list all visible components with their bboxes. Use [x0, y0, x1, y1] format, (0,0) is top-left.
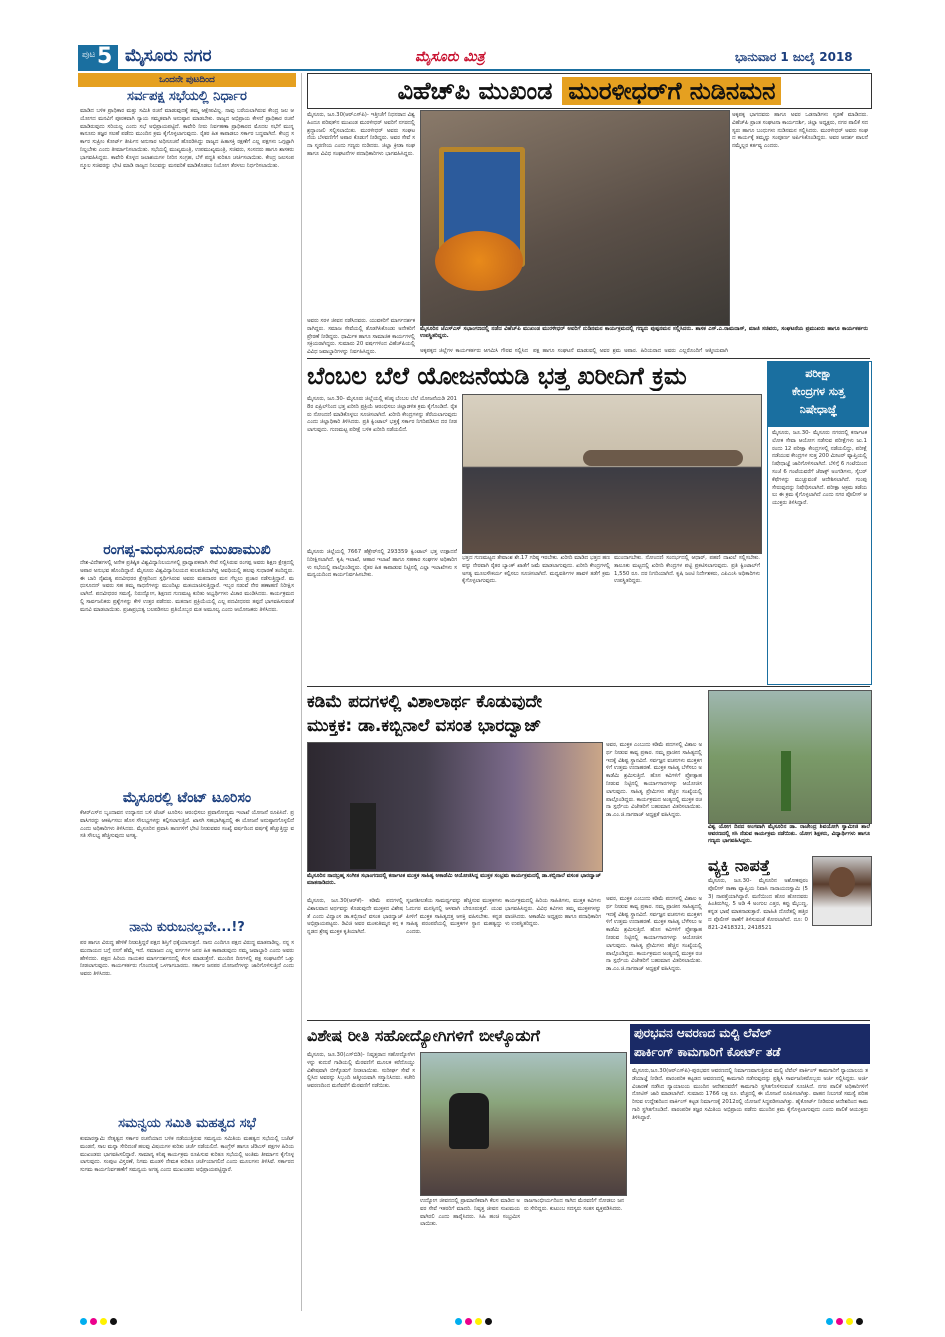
a3-photo — [307, 742, 603, 872]
a6-body: ಮೈಸೂರು, ಜೂ.30- ಮೈಸೂರಿನ ಅಶೋಕಪುರಂ ಪೊಲೀಸ್ ಠಾಣಾ ವ್ಯಾಪ್ತಿಯ ನಿವಾಸಿ ನಾರಾಯಣಸ್ವಾಮಿ (53) ನಾಪತ್ತೆಯಾಗಿದ್ದಾರೆ. ಮನೆಯಿಂದ ಹೊರ ಹೋದವರು ಹಿಂತಿರುಗಿಲ್ಲ. 5 ಅಡಿ 4 ಅಂಗುಲ ಎತ್ತರ, ಕಪ್ಪು ಮೈಬಣ್ಣ, ಕನ್ನಡ ಭಾಷೆ ಮಾತನಾಡುತ್ತಾರೆ. ಮಾಹಿತಿ ದೊರೆತಲ್ಲಿ ಹತ್ತಿರದ ಪೊಲೀಸ್ ಠಾಣೆಗೆ ತಿಳಿಸುವಂತೆ ಕೋರಲಾಗಿದೆ. ದೂ: 0821-2418321, 2418521 — [708, 878, 808, 931]
s1-body: ಮಾಡಿದ ಬಳಿಕ ಪ್ರಾಧಿಕಾರ ಮತ್ತು ಸಮಿತಿ ರಚನೆ ಮಾಡುವುದಕ್ಕೆ ತಮ್ಮ ಆಕ್ಷೇಪವಿಲ್ಲ. ನಾವು ಬರೆಯಲಾಗಿರುವ ಕೇಂದ್ರ ಜಲ ಆಯೋಗದ ಮನವಿಗೆ ಪೂರಕವಾಗಿ ನ್ಯಾಯ ಸಮ್ಮತವಾಗಿ ಅನುಷ್ಠಾನ ಮಾಡಬೇಕು. ರಾಜ್ಯದ ಅಭಿಪ್ರಾಯ ಕೇಳದೆ ಪ್ರಾಧಿಕಾರ ರಚನೆ ಮಾಡಿರುವುದು ಸರಿಯಲ್ಲ ಎಂದು ಸಭೆ ಅಭಿಪ್ರಾಯಪಟ್ಟಿದೆ. ಕಾವೇರಿ ನೀರು ನಿರ್ವಹಣಾ ಪ್ರಾಧಿಕಾರದ ಮೊದಲ ಸಭೆಗೆ ಮುನ್ನ ಕಾನೂನು ತಜ್ಞರ ಸಲಹೆ ಪಡೆದು ಮುಂದಿನ ಕ್ರಮ ಕೈಗೊಳ್ಳಲಾಗುವುದು. ರೈತರ ಹಿತ ಕಾಪಾಡಲು ಸರ್ಕಾರ ಬದ್ಧವಾಗಿದೆ. ಕೇಂದ್ರ ಸರ್ಕಾರ ಸುಪ್ರೀಂ ಕೋರ್ಟ್ ತೀರ್ಪಿನ ಅನುಸಾರ ಅಧಿಸೂಚನೆ ಹೊರಡಿಸಿದ್ದು ರಾಜ್ಯದ ಹಿತಾಸಕ್ತಿ ರಕ್ಷಣೆಗೆ ಎಲ್ಲ ಪಕ್ಷಗಳು ಒಗ್ಗಟ್ಟಾಗಿ ನಿಲ್ಲಬೇಕು ಎಂದು ತೀರ್ಮಾನಿಸಲಾಯಿತು. ಸಭೆಯಲ್ಲಿ ಮುಖ್ಯಮಂತ್ರಿ, ಉಪಮುಖ್ಯಮಂತ್ರಿ, ಸಚಿವರು, ಸಂಸದರು ಹಾಗೂ ಶಾಸಕರು ಭಾಗವಹಿಸಿದ್ದರು. ಕಾವೇರಿ ಕೊಳ್ಳದ ಜಲಾಶಯಗಳ ನೀರಿನ ಸಂಗ್ರಹ, ಬೆಳೆ ಪದ್ಧತಿ ಕುರಿತೂ ಚರ್ಚಿಸಲಾಯಿತು. ಕೇಂದ್ರ ಜಲಸಂಪನ್ಮೂಲ ಸಚಿವರನ್ನು ಭೇಟಿ ಮಾಡಿ ರಾಜ್ಯದ ನಿಲುವನ್ನು ಮನವರಿಕೆ ಮಾಡಿಕೊಡಲು ನಿಯೋಗ ತೆರಳಲು ನಿರ್ಧರಿಸಲಾಯಿತು. — [80, 108, 294, 169]
a7-headline: ವಿಶೇಷ ರೀತಿ ಸಹೋದ್ಯೋಗಿಗಳಿಗೆ ಬೀಳ್ಕೊಡುಗೆ — [307, 1026, 540, 1045]
a7-col1: ಮೈಸೂರು, ಜೂ.30(ಎಸ್‌ಬಿಡಿ)- ನಿವೃತ್ತರಾದ ಸಹೋದ್ಯೋಗಿಗಳನ್ನು ಕುದುರೆ ಗಾಡಿಯಲ್ಲಿ ಮೆರವಣಿಗೆ ಮೂಲಕ ಕರೆದೊಯ್ದು ವಿಶೇಷವಾಗಿ ಬೀಳ್ಕೊಡುಗೆ ನೀಡಲಾಯಿತು. ಸುದೀರ್ಘ ಸೇವೆ ಸಲ್ಲಿಸಿದ ಅವರನ್ನು ಸಿಬ್ಬಂದಿ ಆತ್ಮೀಯವಾಗಿ ಸನ್ಮಾನಿಸಿದರು. ಕಚೇರಿ ಆವರಣದಿಂದ ಮನೆವರೆಗೆ ಮೆರವಣಿಗೆ ನಡೆಯಿತು. — [307, 1052, 415, 1090]
a3-col4: ಅವರ, ಮುಕ್ತಕ ಎಂಬುದು ಕಡಿಮೆ ಪದಗಳಲ್ಲಿ ವಿಶಾಲ ಅರ್ಥ ನೀಡುವ ಕಾವ್ಯ ಪ್ರಕಾರ. ನಮ್ಮ ಪ್ರಾಚೀನ ಸಾಹಿತ್ಯದಲ್ಲಿ ಇದಕ್ಕೆ ವಿಶಿಷ್ಟ ಸ್ಥಾನವಿದೆ. ಸರ್ವಜ್ಞನ ವಚನಗಳು ಮುಕ್ತಕಗಳಿಗೆ ಉತ್ತಮ ಉದಾಹರಣೆ. ಮುಕ್ತಕ ಸಾಹಿತ್ಯ ಬೆಳೆಸಲು ಅಕಾಡೆಮಿ ಶ್ರಮಿಸುತ್ತಿದೆ. ಹೊಸ ಕವಿಗಳಿಗೆ ಪ್ರೋತ್ಸಾಹ ನೀಡುವ ನಿಟ್ಟಿನಲ್ಲಿ ಕಾರ್ಯಾಗಾರಗಳನ್ನು ಆಯೋಜಿಸಲಾಗುವುದು. ಸಾಹಿತ್ಯ ಪ್ರೇಮಿಗಳು ಹೆಚ್ಚಿನ ಸಂಖ್ಯೆಯಲ್ಲಿ ಪಾಲ್ಗೊಂಡಿದ್ದರು. ಕಾರ್ಯಕ್ರಮದ ಅಂತ್ಯದಲ್ಲಿ ಮುಕ್ತಕ ರಚನಾ ಸ್ಪರ್ಧೆಯ ವಿಜೇತರಿಗೆ ಬಹುಮಾನ ವಿತರಿಸಲಾಯಿತು. ಡಾ.ಎಂ.ಜಿ.ನಾಗರಾಜ್ ಅಧ್ಯಕ್ಷತೆ ವಹಿಸಿದ್ದರು. — [606, 742, 702, 819]
a4-caption: ವಿಶ್ವ ಯೋಗ ದಿನದ ಅಂಗವಾಗಿ ಮೈಸೂರಿನ ಡಾ. ರಾಜೇಂದ್ರ ಶಿವಯೋಗಿ ಸ್ವಾಮೀಜಿ ಶಾಲೆ ಆವರಣದಲ್ಲಿ ಸಸಿ ನೆಡುವ ಕಾರ್ಯಕ್ರಮ ನಡೆಯಿತು. ಯೋಗ ಶಿಕ್ಷಕರು, ವಿದ್ಯಾರ್ಥಿಗಳು ಹಾಗೂ ಗಣ್ಯರು ಭಾಗವಹಿಸಿದ್ದರು. — [708, 824, 870, 845]
registration-dot — [826, 1318, 833, 1325]
s2-title: ರಂಗಪ್ಪ-ಮಧುಸೂದನ್ ಮುಖಾಮುಖಿ — [103, 542, 271, 558]
horse-icon — [449, 1093, 489, 1149]
a8-headline-line2: ಪಾರ್ಕಿಂಗ್ ಕಾಮಗಾರಿಗೆ ಕೋರ್ಟ್ ತಡೆ — [634, 1045, 781, 1059]
s5-body: ಕುಮಾರಸ್ವಾಮಿ ನೇತೃತ್ವದ ಸರ್ಕಾರ ರಚನೆಯಾದ ಬಳಿಕ ನಡೆಯುತ್ತಿರುವ ಸಮನ್ವಯ ಸಮಿತಿಯ ಮಹತ್ವದ ಸಭೆಯಲ್ಲಿ ಬಜೆಟ್ ಮಂಡನೆ, ಸಾಲ ಮನ್ನಾ ಸೇರಿದಂತೆ ಹಲವು ವಿಷಯಗಳ ಕುರಿತು ಚರ್ಚೆ ನಡೆಯಲಿದೆ. ಕಾಂಗ್ರೆಸ್ ಹಾಗೂ ಜೆಡಿಎಸ್ ಪಕ್ಷಗಳ ಹಿರಿಯ ಮುಖಂಡರು ಭಾಗವಹಿಸಲಿದ್ದಾರೆ. ಸಾಮಾನ್ಯ ಕನಿಷ್ಠ ಕಾರ್ಯಕ್ರಮ ರೂಪಿಸುವ ಕುರಿತೂ ಸಭೆಯಲ್ಲಿ ಅಂತಿಮ ತೀರ್ಮಾನ ಕೈಗೊಳ್ಳಲಾಗುವುದು. ಸಂಪುಟ ವಿಸ್ತರಣೆ, ನಿಗಮ ಮಂಡಳಿ ನೇಮಕ ಕುರಿತೂ ಚರ್ಚೆಯಾಗಲಿದೆ ಎಂದು ಮೂಲಗಳು ತಿಳಿಸಿವೆ. ಸರ್ಕಾರದ ಸುಗಮ ಕಾರ್ಯನಿರ್ವಹಣೆಗೆ ಸಮನ್ವಯ ಅಗತ್ಯ ಎಂದು ಮುಖಂಡರು ಅಭಿಪ್ರಾಯಪಟ್ಟಿದ್ದಾರೆ. — [80, 1136, 294, 1174]
garland-icon — [435, 231, 523, 291]
a2-photo — [462, 394, 762, 554]
a1-col4: ಪಕ್ಷ ಹಾಗೂ ಸಂಘಟನೆ ಮಾಡುವಲ್ಲಿ ಅವರ ಶ್ರಮ ಅಪಾರ. ಹಿರಿಯರಾದ ಅವರು ಎಲ್ಲರೊಂದಿಗೆ ಆತ್ಮೀಯವಾಗಿ — [533, 348, 728, 354]
continued-banner: ಒಂದನೇ ಪುಟದಿಂದ — [78, 73, 296, 87]
a3-col5: ಅವರ, ಮುಕ್ತಕ ಎಂಬುದು ಕಡಿಮೆ ಪದಗಳಲ್ಲಿ ವಿಶಾಲ ಅರ್ಥ ನೀಡುವ ಕಾವ್ಯ ಪ್ರಕಾರ. ನಮ್ಮ ಪ್ರಾಚೀನ ಸಾಹಿತ್ಯದಲ್ಲಿ ಇದಕ್ಕೆ ವಿಶಿಷ್ಟ ಸ್ಥಾನವಿದೆ. ಸರ್ವಜ್ಞನ ವಚನಗಳು ಮುಕ್ತಕಗಳಿಗೆ ಉತ್ತಮ ಉದಾಹರಣೆ. ಮುಕ್ತಕ ಸಾಹಿತ್ಯ ಬೆಳೆಸಲು ಅಕಾಡೆಮಿ ಶ್ರಮಿಸುತ್ತಿದೆ. ಹೊಸ ಕವಿಗಳಿಗೆ ಪ್ರೋತ್ಸಾಹ ನೀಡುವ ನಿಟ್ಟಿನಲ್ಲಿ ಕಾರ್ಯಾಗಾರಗಳನ್ನು ಆಯೋಜಿಸಲಾಗುವುದು. ಸಾಹಿತ್ಯ ಪ್ರೇಮಿಗಳು ಹೆಚ್ಚಿನ ಸಂಖ್ಯೆಯಲ್ಲಿ ಪಾಲ್ಗೊಂಡಿದ್ದರು. ಕಾರ್ಯಕ್ರಮದ ಅಂತ್ಯದಲ್ಲಿ ಮುಕ್ತಕ ರಚನಾ ಸ್ಪರ್ಧೆಯ ವಿಜೇತರಿಗೆ ಬಹುಮಾನ ವಿತರಿಸಲಾಯಿತು. ಡಾ.ಎಂ.ಜಿ.ನಾಗರಾಜ್ ಅಧ್ಯಕ್ಷತೆ ವಹಿಸಿದ್ದರು. — [606, 896, 702, 973]
a3-col1: ಮೈಸೂರು, ಜೂ.30(ಆರ್‌ಕೆ)- ಕಡಿಮೆ ಪದಗಳಲ್ಲಿ ವಿಶಾಲವಾದ ಅರ್ಥವನ್ನು ಕೊಡುವುದೇ ಮುಕ್ತಕದ ವಿಶೇಷತೆ ಎಂದು ವಿದ್ವಾಂಸ ಡಾ.ಕಬ್ಬಿನಾಲೆ ವಸಂತ ಭಾರದ್ವಾಜ್ ಅಭಿಪ್ರಾಯಪಟ್ಟರು. ಡಿವಿಜಿ ಅವರ ಮಂಕುತಿಮ್ಮನ ಕಗ್ಗ ಕನ್ನಡದ ಶ್ರೇಷ್ಠ ಮುಕ್ತಕ ಕೃತಿಯಾಗಿದೆ. — [307, 898, 403, 936]
a2-col3: ಮೈಸೂರು ಜಿಲ್ಲೆಯಲ್ಲಿ 7667 ಹೆಕ್ಟೇರ್‌ನಲ್ಲಿ 293359 ಕ್ವಿಂಟಾಲ್ ಭತ್ತ ಉತ್ಪಾದನೆ ನಿರೀಕ್ಷಿಸಲಾಗಿದೆ. ಕೃಷಿ ಇಲಾಖೆ, ಆಹಾರ ಇಲಾಖೆ ಹಾಗೂ ಸಹಕಾರ ಸಂಘಗಳ ಅಧಿಕಾರಿಗಳು ಸಭೆಯಲ್ಲಿ ಪಾಲ್ಗೊಂಡಿದ್ದರು. ರೈತರ ಹಿತ ಕಾಪಾಡುವ ನಿಟ್ಟಿನಲ್ಲಿ ಎಲ್ಲಾ ಇಲಾಖೆಗಳು ಸಮನ್ವಯದಿಂದ ಕಾರ್ಯನಿರ್ವಹಿಸಬೇಕು. — [307, 549, 457, 579]
registration-dot — [836, 1318, 843, 1325]
a5-title-line2: ಕೇಂದ್ರಗಳ ಸುತ್ತ — [792, 385, 845, 398]
a3-caption: ಮೈಸೂರಿನ ನಾದಬ್ರಹ್ಮ ಸಂಗೀತ ಸಭಾಂಗಣದಲ್ಲಿ ಕರ್ನಾಟಕ ಮುಕ್ತಕ ಸಾಹಿತ್ಯ ಅಕಾಡೆಮಿ ಆಯೋಜಿಸಿದ್ದ ಮುಕ್ತಕ ಸಂಭ್ರಮ ಕಾರ್ಯಕ್ರಮದಲ್ಲಿ ಡಾ.ಕಬ್ಬಿನಾಲೆ ವಸಂತ ಭಾರದ್ವಾಜ್ ಮಾತನಾಡಿದರು. — [307, 873, 601, 887]
a7-col3: ರಾಜಗಾಂಭೀರ್ಯದಿಂದ ಸಾಗಿದ ಮೆರವಣಿಗೆ ನೋಡಲು ಜನರು ಸೇರಿದ್ದರು. ಕುಟುಂಬ ಸದಸ್ಯರು ಸಂತಸ ವ್ಯಕ್ತಪಡಿಸಿದರು. — [524, 1198, 624, 1212]
a1-headline-part2: ಮುರಳೀಧರ್‌ಗೆ ನುಡಿನಮನ — [562, 77, 781, 105]
a3-col2: ಸೃಜನಶೀಲತೆಯ ಸಾಮರ್ಥ್ಯವನ್ನು ಹೆಚ್ಚಿಸುವ ಮುಕ್ತಕಗಳು ಓದುಗರ ಮನಸ್ಸಿನಲ್ಲಿ ಆಳವಾಗಿ ಬೇರೂರುತ್ತವೆ. ಯುವ ಪೀಳಿಗೆ ಮುಕ್ತಕ ಸಾಹಿತ್ಯದತ್ತ ಆಸಕ್ತಿ ವಹಿಸಬೇಕು. ಕನ್ನಡ ಸಾಹಿತ್ಯ ಪರಂಪರೆಯಲ್ಲಿ ಮುಕ್ತಕಗಳ ಸ್ಥಾನ ಮಹತ್ವದ್ದು ಎಂದರು. — [406, 898, 502, 936]
page-label: ಪುಟ — [82, 50, 96, 60]
a1-photo — [420, 110, 730, 326]
s3-body: ಕೆಆರ್‌ಎಸ್‌ನ ಬೃಂದಾವನ ಉದ್ಯಾನದ ಬಳಿ ಟೆಂಟ್ ಟೂರಿಸಂ ಆರಂಭಿಸಲು ಪ್ರವಾಸೋದ್ಯಮ ಇಲಾಖೆ ಯೋಜನೆ ರೂಪಿಸಿದೆ. ಪ್ರವಾಸಿಗರನ್ನು ಆಕರ್ಷಿಸಲು ಹೊಸ ಸೌಲಭ್ಯಗಳನ್ನು ಕಲ್ಪಿಸಲಾಗುತ್ತಿದೆ. ಖಾಸಗಿ ಸಹಭಾಗಿತ್ವದಲ್ಲಿ ಈ ಯೋಜನೆ ಅನುಷ್ಠಾನಗೊಳ್ಳಲಿದೆ ಎಂದು ಅಧಿಕಾರಿಗಳು ತಿಳಿಸಿದರು. ಮೈಸೂರಿನ ಪ್ರವಾಸಿ ತಾಣಗಳಿಗೆ ಭೇಟಿ ನೀಡುವವರ ಸಂಖ್ಯೆ ವರ್ಷದಿಂದ ವರ್ಷಕ್ಕೆ ಹೆಚ್ಚುತ್ತಿದ್ದು ವಸತಿ ಸೌಲಭ್ಯ ಹೆಚ್ಚಿಸುವುದು ಅಗತ್ಯ. — [80, 810, 294, 840]
a8-headline-line1: ಪುರಭವನ ಆವರಣದ ಮಲ್ಟಿ ಲೆವೆಲ್ — [634, 1026, 772, 1040]
a5-title-line3: ನಿಷೇಧಾಜ್ಞೆ — [799, 403, 838, 416]
issue-date: ಭಾನುವಾರ 1 ಜುಲೈ 2018 — [735, 50, 853, 64]
a3-headline — [307, 690, 702, 738]
a2-col4: ಮುಂದಾಗಬೇಕು. ನೋಂದಣಿ ಸಂದರ್ಭದಲ್ಲಿ ಆಧಾರ್, ಪಹಣಿ ದಾಖಲೆ ಸಲ್ಲಿಸಬೇಕು. ತಾಲೂಕು ಮಟ್ಟದಲ್ಲಿ ಖರೀದಿ ಕೇಂದ್ರಗಳ ಪಟ್ಟಿ ಪ್ರಕಟಿಸಲಾಗುವುದು. ಪ್ರತಿ ಕ್ವಿಂಟಾಲ್‌ಗೆ 1,550 ರೂ. ದರ ನಿಗದಿಯಾಗಿದೆ. ಕೃಷಿ ಜಂಟಿ ನಿರ್ದೇಶಕರು, ಎಪಿಎಂಸಿ ಅಧಿಕಾರಿಗಳು ಉಪಸ್ಥಿತರಿದ್ದರು. — [614, 555, 760, 585]
left-column-rule — [301, 73, 302, 1311]
person-portrait-icon — [829, 867, 855, 897]
a7-photo — [420, 1052, 627, 1196]
a2-headline: ಬೆಂಬಲ ಬೆಲೆ ಯೋಜನೆಯಡಿ ಭತ್ತ ಖರೀದಿಗೆ ಕ್ರಮ — [307, 362, 687, 390]
registration-dot — [80, 1318, 87, 1325]
registration-dot — [455, 1318, 462, 1325]
a2-col1: ಮೈಸೂರು, ಜೂ.30- ಮೈಸೂರು ಜಿಲ್ಲೆಯಲ್ಲಿ ಕನಿಷ್ಠ ಬೆಂಬಲ ಬೆಲೆ ಯೋಜನೆಯಡಿ 2018ರ ಏಪ್ರಿಲ್‌ನಿಂದ ಭತ್ತ ಖರೀದಿ ಪ್ರಕ್ರಿಯೆ ಆರಂಭಿಸಲು ಜಿಲ್ಲಾಡಳಿತ ಕ್ರಮ ಕೈಗೊಂಡಿದೆ. ರೈತರು ನೋಂದಣಿ ಮಾಡಿಕೊಳ್ಳಲು ಸೂಚಿಸಲಾಗಿದೆ. ಖರೀದಿ ಕೇಂದ್ರಗಳನ್ನು ತೆರೆಯಲಾಗುವುದು ಎಂದು ಜಿಲ್ಲಾಧಿಕಾರಿ ತಿಳಿಸಿದರು. ಪ್ರತಿ ಕ್ವಿಂಟಾಲ್ ಭತ್ತಕ್ಕೆ ಸರ್ಕಾರ ನಿಗದಿಪಡಿಸಿದ ದರ ನೀಡಲಾಗುವುದು. ಗುಣಮಟ್ಟ ಪರೀಕ್ಷೆ ಬಳಿಕ ಖರೀದಿ ನಡೆಯಲಿದೆ. — [307, 396, 457, 434]
page-number: 5 — [97, 44, 113, 69]
header-rule — [78, 69, 870, 71]
registration-dot — [485, 1318, 492, 1325]
registration-dot — [100, 1318, 107, 1325]
a8-body: ಮೈಸೂರು,ಜೂ.30(ಆರ್‌ಎಸ್‌ಪಿ)-ಪುರಭವನ ಆವರಣದಲ್ಲಿ ನಿರ್ಮಾಣವಾಗುತ್ತಿರುವ ಮಲ್ಟಿ ಲೆವೆಲ್ ಪಾರ್ಕಿಂಗ್ ಕಾಮಗಾರಿಗೆ ನ್ಯಾಯಾಲಯ ತಡೆಯಾಜ್ಞೆ ನೀಡಿದೆ. ಪಾರಂಪರಿಕ ಕಟ್ಟಡದ ಆವರಣದಲ್ಲಿ ಕಾಮಗಾರಿ ನಡೆಸುವುದನ್ನು ಪ್ರಶ್ನಿಸಿ ಸಾರ್ವಜನಿಕರೊಬ್ಬರು ಅರ್ಜಿ ಸಲ್ಲಿಸಿದ್ದರು. ಅರ್ಜಿ ವಿಚಾರಣೆ ನಡೆಸಿದ ನ್ಯಾಯಾಲಯ ಮುಂದಿನ ಆದೇಶದವರೆಗೆ ಕಾಮಗಾರಿ ಸ್ಥಗಿತಗೊಳಿಸುವಂತೆ ಸೂಚಿಸಿದೆ. ನಗರ ಪಾಲಿಕೆ ಅಧಿಕಾರಿಗಳಿಗೆ ನೋಟಿಸ್ ಜಾರಿ ಮಾಡಲಾಗಿದೆ. ಸುಮಾರು 1766 ಲಕ್ಷ ರೂ. ವೆಚ್ಚದಲ್ಲಿ ಈ ಯೋಜನೆ ರೂಪಿಸಲಾಗಿತ್ತು. ವಾಹನ ನಿಲುಗಡೆ ಸಮಸ್ಯೆ ಪರಿಹರಿಸುವ ಉದ್ದೇಶದಿಂದ ಪಾರ್ಕಿಂಗ್ ಕಟ್ಟಡ ನಿರ್ಮಾಣಕ್ಕೆ 2012ರಲ್ಲಿ ಯೋಜನೆ ಸಿದ್ಧಪಡಿಸಲಾಗಿತ್ತು. ಹೈಕೋರ್ಟ್ ನೀಡಿರುವ ಆದೇಶದಿಂದ ಕಾಮಗಾರಿ ಸ್ಥಗಿತಗೊಂಡಿದೆ. ಪಾರಂಪರಿಕ ತಜ್ಞರ ಸಮಿತಿಯ ಅಭಿಪ್ರಾಯ ಪಡೆದು ಮುಂದಿನ ಕ್ರಮ ಕೈಗೊಳ್ಳಲಾಗುವುದು ಎಂದು ಪಾಲಿಕೆ ಆಯುಕ್ತರು ತಿಳಿಸಿದ್ದಾರೆ. — [632, 1068, 868, 1121]
s3-title: ಮೈಸೂರಲ್ಲಿ ಟೆಂಟ್ ಟೂರಿಸಂ — [122, 790, 252, 806]
masthead: ಮೈಸೂರು ಮಿತ್ರ — [415, 49, 485, 65]
a2-rule — [307, 686, 870, 687]
a1-headline — [307, 73, 872, 109]
a3-col3: ಕಾರ್ಯಕ್ರಮದಲ್ಲಿ ಹಿರಿಯ ಸಾಹಿತಿಗಳು, ಮುಕ್ತಕ ಕವಿಗಳು ಭಾಗವಹಿಸಿದ್ದರು. ವಿವಿಧ ಕವಿಗಳು ತಮ್ಮ ಮುಕ್ತಕಗಳನ್ನು ವಾಚಿಸಿದರು. ಅಕಾಡೆಮಿ ಅಧ್ಯಕ್ಷರು ಹಾಗೂ ಪದಾಧಿಕಾರಿಗಳು ಉಪಸ್ಥಿತರಿದ್ದರು. — [505, 898, 601, 928]
s5-title: ಸಮನ್ವಯ ಸಮಿತಿ ಮಹತ್ವದ ಸಭೆ — [118, 1116, 256, 1131]
a3-headline-line2: ಮುಕ್ತಕ: ಡಾ.ಕಬ್ಬಿನಾಲೆ ವಸಂತ ಭಾರದ್ವಾಜ್ — [307, 716, 542, 736]
a8-headline — [630, 1024, 870, 1064]
s4-title: ನಾನು ಕುರುಬನಲ್ಲವೇ...!? — [129, 920, 245, 935]
s2-body: ದೇಶ-ವಿದೇಶಗಳಲ್ಲಿ ಅನೇಕ ಪ್ರತಿಷ್ಠಿತ ವಿಶ್ವವಿದ್ಯಾನಿಲಯಗಳಲ್ಲಿ ಪ್ರಾಧ್ಯಾಪಕರಾಗಿ ಸೇವೆ ಸಲ್ಲಿಸಿರುವ ರಂಗಪ್ಪ ಅವರು ಶಿಕ್ಷಣ ಕ್ಷೇತ್ರದಲ್ಲಿ ಅಪಾರ ಅನುಭವ ಹೊಂದಿದ್ದಾರೆ. ಮೈಸೂರು ವಿಶ್ವವಿದ್ಯಾನಿಲಯದ ಕುಲಪತಿಯಾಗಿದ್ದ ಅವಧಿಯಲ್ಲಿ ಹಲವು ಸುಧಾರಣೆ ತಂದಿದ್ದರು. ಈ ಬಾರಿ ನೈಋತ್ಯ ಪದವೀಧರರ ಕ್ಷೇತ್ರದಿಂದ ಸ್ಪರ್ಧಿಸಿರುವ ಅವರು ಮತದಾರರ ಮನ ಗೆಲ್ಲಲು ಪ್ರಚಾರ ನಡೆಸುತ್ತಿದ್ದಾರೆ. ಮಧುಸೂದನ್ ಅವರು ಸಹ ತಮ್ಮ ಸಾಧನೆಗಳನ್ನು ಮುಂದಿಟ್ಟು ಮತಯಾಚಿಸುತ್ತಿದ್ದಾರೆ. ಇಬ್ಬರ ನಡುವೆ ನೇರ ಹಣಾಹಣಿ ನಿರೀಕ್ಷಿಸಲಾಗಿದೆ. ಪದವೀಧರರ ಸಮಸ್ಯೆ, ನಿರುದ್ಯೋಗ, ಶಿಕ್ಷಣದ ಗುಣಮಟ್ಟ ಕುರಿತು ಅಭ್ಯರ್ಥಿಗಳು ವಿಚಾರ ಮಂಡಿಸಿದರು. ಕಾರ್ಯಕ್ರಮದಲ್ಲಿ ಸಾರ್ವಜನಿಕರು ಪ್ರಶ್ನೆಗಳನ್ನು ಕೇಳಿ ಉತ್ತರ ಪಡೆದರು. ಮತದಾನ ಪ್ರಕ್ರಿಯೆಯಲ್ಲಿ ಎಲ್ಲ ಪದವೀಧರರು ತಪ್ಪದೆ ಭಾಗವಹಿಸುವಂತೆ ಮನವಿ ಮಾಡಲಾಯಿತು. ಪ್ರಜಾಪ್ರಭುತ್ವ ಬಲಪಡಿಸಲು ಪ್ರತಿಯೊಬ್ಬರ ಮತ ಅಮೂಲ್ಯ ಎಂದು ಆಯೋಜಕರು ತಿಳಿಸಿದರು. — [80, 560, 294, 613]
a5-body: ಮೈಸೂರು, ಜೂ.30- ಮೈಸೂರು ನಗರದಲ್ಲಿ ಕರ್ನಾಟಕ ಲೋಕ ಸೇವಾ ಆಯೋಗ ನಡೆಸುವ ಪರೀಕ್ಷೆಗಳು ಜು.1ರಂದು 12 ಪರೀಕ್ಷಾ ಕೇಂದ್ರಗಳಲ್ಲಿ ನಡೆಯಲಿದ್ದು, ಪರೀಕ್ಷೆ ನಡೆಯುವ ಕೇಂದ್ರಗಳ ಸುತ್ತ 200 ಮೀಟರ್ ವ್ಯಾಪ್ತಿಯಲ್ಲಿ ನಿಷೇಧಾಜ್ಞೆ ಜಾರಿಗೊಳಿಸಲಾಗಿದೆ. ಬೆಳಿಗ್ಗೆ 6 ಗಂಟೆಯಿಂದ ಸಂಜೆ 6 ಗಂಟೆಯವರೆಗೆ ಜೆರಾಕ್ಸ್ ಅಂಗಡಿಗಳು, ಸೈಬರ್ ಕೆಫೆಗಳನ್ನು ಮುಚ್ಚುವಂತೆ ಆದೇಶಿಸಲಾಗಿದೆ. ಗುಂಪು ಸೇರುವುದನ್ನು ನಿಷೇಧಿಸಲಾಗಿದೆ. ಪರೀಕ್ಷಾ ಅಕ್ರಮ ತಡೆಯಲು ಈ ಕ್ರಮ ಕೈಗೊಳ್ಳಲಾಗಿದೆ ಎಂದು ನಗರ ಪೊಲೀಸ್ ಆಯುಕ್ತರು ತಿಳಿಸಿದ್ದಾರೆ. — [772, 430, 867, 507]
registration-dot — [110, 1318, 117, 1325]
a1-col1: ಮೈಸೂರು, ಜೂ.30(ಆರ್‌ಎಸ್‌ಪಿ)- ಇತ್ತೀಚೆಗೆ ನಿಧನರಾದ ವಿಶ್ವ ಹಿಂದೂ ಪರಿಷತ್‌ನ ಮುಖಂಡ ಮುರಳೀಧರ್ ಅವರಿಗೆ ನಗರದಲ್ಲಿ ಶ್ರದ್ಧಾಂಜಲಿ ಸಲ್ಲಿಸಲಾಯಿತು. ಮುರಳೀಧರ್ ಅವರು ಸಂಘಟನೆಯ ಬೆಳವಣಿಗೆಗೆ ಅಪಾರ ಕೊಡುಗೆ ನೀಡಿದ್ದರು. ಅವರ ಸೇವೆ ಸದಾ ಸ್ಮರಣೀಯ ಎಂದು ಗಣ್ಯರು ನುಡಿದರು. ಜಿಲ್ಲಾ ಕ್ರೀಡಾ ಸಂಘ ಹಾಗೂ ವಿವಿಧ ಸಂಘಟನೆಗಳ ಪದಾಧಿಕಾರಿಗಳು ಭಾಗವಹಿಸಿದ್ದರು. — [307, 112, 415, 157]
registration-dot — [475, 1318, 482, 1325]
a4-photo — [708, 690, 872, 824]
a7-col2: ಉದ್ಯೋಗ ಜೀವನದಲ್ಲಿ ಪ್ರಾಮಾಣಿಕವಾಗಿ ಕೆಲಸ ಮಾಡಿದ ಅವರ ಸೇವೆ ಇತರರಿಗೆ ಮಾದರಿ. ನಿವೃತ್ತ ಜೀವನ ಸುಖಮಯವಾಗಿರಲಿ ಎಂದು ಹಾರೈಸಿದರು. ಸಿಹಿ ಹಂಚಿ ಸಂಭ್ರಮಿಸಲಾಯಿತು. — [420, 1198, 520, 1228]
a5-title-line1: ಪರೀಕ್ಷಾ — [805, 367, 832, 380]
a2-col2: ಭತ್ತದ ಗುಣಮಟ್ಟದ ತೇವಾಂಶ ಶೇ.17 ಗರಿಷ್ಠ ಇರಬೇಕು. ಖರೀದಿ ಮಾಡಿದ ಭತ್ತದ ಹಣವನ್ನು ನೇರವಾಗಿ ರೈತರ ಬ್ಯಾಂಕ್ ಖಾತೆಗೆ ಜಮೆ ಮಾಡಲಾಗುವುದು. ಖರೀದಿ ಕೇಂದ್ರಗಳಲ್ಲಿ ಅಗತ್ಯ ಮೂಲಸೌಕರ್ಯ ಕಲ್ಪಿಸಲು ಸೂಚಿಸಲಾಗಿದೆ. ಮಧ್ಯವರ್ತಿಗಳ ಹಾವಳಿ ತಡೆಗೆ ಕ್ರಮ ಕೈಗೊಳ್ಳಲಾಗುವುದು. — [462, 555, 610, 585]
registration-dot — [846, 1318, 853, 1325]
s4-body: ಪರ ಹಾಗೂ ವಿರುದ್ಧ ಹೇಳಿಕೆ ನೀಡುತ್ತಿದ್ದರೆ ಪಕ್ಷದ ಶಿಸ್ತಿಗೆ ಧಕ್ಕೆಯಾಗುತ್ತದೆ. ನಾನು ಎಂದಿಗೂ ಪಕ್ಷದ ವಿರುದ್ಧ ಮಾತನಾಡಿಲ್ಲ. ನನ್ನ ಸಮುದಾಯದ ಬಗ್ಗೆ ನನಗೆ ಹೆಮ್ಮೆ ಇದೆ. ಸಮಾಜದ ಎಲ್ಲ ವರ್ಗಗಳ ಜನರ ಹಿತ ಕಾಪಾಡುವುದು ನಮ್ಮ ಜವಾಬ್ದಾರಿ ಎಂದು ಅವರು ಹೇಳಿದರು. ಪಕ್ಷದ ಹಿರಿಯ ನಾಯಕರ ಮಾರ್ಗದರ್ಶನದಲ್ಲಿ ಕೆಲಸ ಮಾಡುತ್ತೇನೆ. ಮುಂದಿನ ದಿನಗಳಲ್ಲಿ ಪಕ್ಷ ಸಂಘಟನೆಗೆ ಒತ್ತು ನೀಡಲಾಗುವುದು. ಕಾರ್ಯಕರ್ತರು ಗೊಂದಲಕ್ಕೆ ಒಳಗಾಗಬಾರದು. ಸರ್ಕಾರ ಜನಪರ ಯೋಜನೆಗಳನ್ನು ಜಾರಿಗೊಳಿಸುತ್ತಿದೆ ಎಂದು ಅವರು ತಿಳಿಸಿದರು. — [80, 940, 294, 978]
a1-headline-part1: ವಿಹೆಚ್‌ಪಿ ಮುಖಂಡ — [397, 77, 553, 105]
a1-caption: ಮೈಸೂರಿನ ಜೆಎಸ್‌ಎಸ್ ಸಭಾಂಗಣದಲ್ಲಿ ನಡೆದ ವಿಹೆಚ್‌ಪಿ ಮುಖಂಡ ಮುರಳೀಧರ್ ಅವರಿಗೆ ನುಡಿನಮನ ಕಾರ್ಯಕ್ರಮದಲ್ಲಿ ಗಣ್ಯರು ಪುಷ್ಪನಮನ ಸಲ್ಲಿಸಿದರು. ಶಾಸಕ ಎಸ್.ಎ.ರಾಮದಾಸ್, ಮಾಜಿ ಸಚಿವರು, ಸಂಘಟನೆಯ ಪ್ರಮುಖರು ಹಾಗೂ ಕಾರ್ಯಕರ್ತರು ಉಪಸ್ಥಿತರಿದ್ದರು. — [420, 326, 868, 340]
a5-title — [768, 362, 869, 427]
a1-col3: ಅಕ್ಕಪಕ್ಕದ ಜಿಲ್ಲೆಗಳ ಕಾರ್ಯಕರ್ತರು ಆಗಮಿಸಿ ಗೌರವ ಸಲ್ಲಿಸಿದ — [420, 348, 528, 354]
footer-dots — [0, 1318, 945, 1328]
a1-rule — [307, 358, 870, 359]
sapling-icon — [781, 751, 791, 811]
a6-photo — [812, 856, 872, 926]
registration-dot — [465, 1318, 472, 1325]
a3-headline-line1: ಕಡಿಮೆ ಪದಗಳಲ್ಲಿ ವಿಶಾಲಾರ್ಥ ಕೊಡುವುದೇ — [307, 692, 543, 712]
speaker-podium-icon — [350, 803, 376, 869]
s1-title: ಸರ್ವಪಕ್ಷ ಸಭೆಯಲ್ಲಿ ನಿರ್ಧಾರ — [127, 89, 247, 104]
registration-dot — [856, 1318, 863, 1325]
a1-col5: ಅಕ್ಕಪಕ್ಕ ಭಾಗದವರು ಹಾಗೂ ಅವರ ಒಡನಾಡಿಗಳು ಸ್ಮರಣೆ ಮಾಡಿದರು. ವಿಹೆಚ್‌ಪಿ ಪ್ರಾಂತ ಸಂಘಟನಾ ಕಾರ್ಯದರ್ಶಿ, ಜಿಲ್ಲಾ ಅಧ್ಯಕ್ಷರು, ನಗರ ಪಾಲಿಕೆ ಸದಸ್ಯರು ಹಾಗೂ ಬಂಧುಗಳು ನುಡಿನಮನ ಸಲ್ಲಿಸಿದರು. ಮುರಳೀಧರ್ ಅವರು ಸಂಘದ ಕಾರ್ಯಕ್ಕೆ ತಮ್ಮನ್ನು ಸಂಪೂರ್ಣ ಅರ್ಪಿಸಿಕೊಂಡಿದ್ದರು. ಅವರ ಆದರ್ಶ ಪಾಲನೆ ನಮ್ಮೆಲ್ಲರ ಕರ್ತವ್ಯ ಎಂದರು. — [732, 112, 868, 150]
a6-headline: ವ್ಯಕ್ತಿ ನಾಪತ್ತೆ — [708, 856, 771, 875]
a1-col2: ಅವರು ಸರಳ ಜೀವನ ನಡೆಸಿದವರು. ಯುವಕರಿಗೆ ಮಾರ್ಗದರ್ಶಕರಾಗಿದ್ದರು. ಸಮಾಜ ಸೇವೆಯಲ್ಲಿ ತೊಡಗಿಸಿಕೊಂಡು ಅನೇಕರಿಗೆ ಪ್ರೇರಣೆ ನೀಡಿದ್ದರು. ಧಾರ್ಮಿಕ ಹಾಗೂ ಸಾಮಾಜಿಕ ಕಾರ್ಯಗಳಲ್ಲಿ ಸಕ್ರಿಯರಾಗಿದ್ದರು. ಸುಮಾರು 20 ವರ್ಷಗಳಿಂದ ವಿಹೆಚ್‌ಪಿಯಲ್ಲಿ ವಿವಿಧ ಜವಾಬ್ದಾರಿಗಳನ್ನು ನಿರ್ವಹಿಸಿದ್ದರು. — [307, 318, 415, 356]
conference-table-icon — [583, 450, 743, 466]
section-title: ಮೈಸೂರು ನಗರ — [125, 46, 212, 66]
page-number-badge — [78, 45, 118, 69]
registration-dot — [90, 1318, 97, 1325]
a3-rule — [307, 1020, 870, 1021]
